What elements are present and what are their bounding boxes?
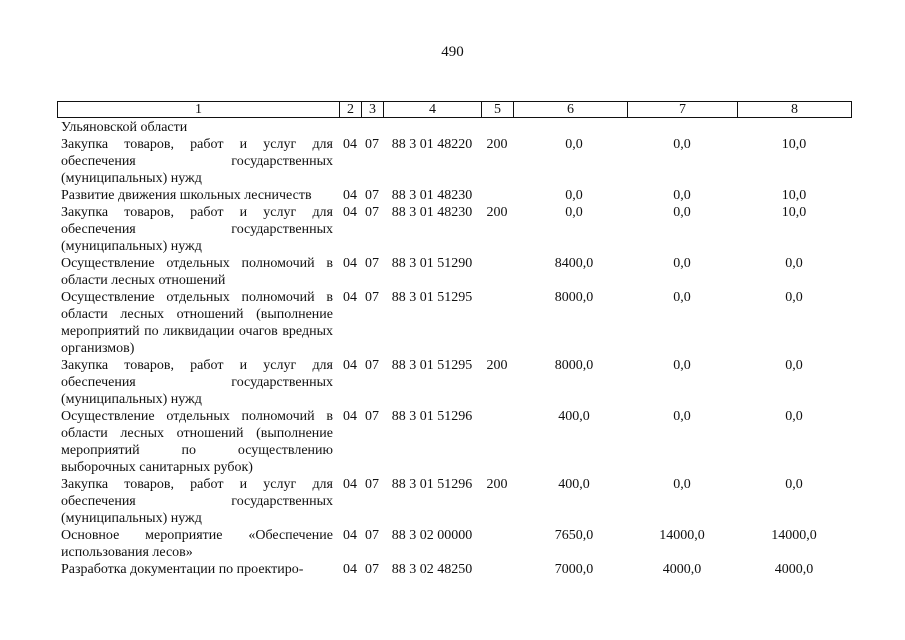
row-value-col8: 0,0 [785, 358, 803, 373]
row-value-col6: 8400,0 [554, 256, 594, 271]
row-target-article: 88 3 02 48250 [391, 562, 473, 577]
row-section: 04 [343, 358, 357, 373]
header-col-3: 3 [362, 102, 384, 118]
row-value-col7: 0,0 [673, 137, 691, 152]
row-target-article: 88 3 01 51296 [391, 477, 473, 492]
row-name: Ульяновской области [61, 120, 188, 135]
table-row [57, 204, 851, 255]
row-name: Закупка товаров, работ и услуг для обеспечения государственных (муниципальных) нужд [61, 205, 333, 254]
row-value-col6: 7000,0 [554, 562, 594, 577]
table-row [57, 408, 851, 476]
row-name: Осуществление отдельных полномочий в области лесных отношений (выполнение мероприятий по осуществлению выборочных санитарных рубок) [61, 409, 333, 475]
row-subsection: 07 [365, 477, 379, 492]
row-value-col8: 0,0 [785, 477, 803, 492]
row-expense-type [481, 255, 513, 289]
row-name: Закупка товаров, работ и услуг для обеспечения государственных (муниципальных) нужд [61, 358, 333, 407]
row-expense-type: 200 [486, 205, 508, 220]
row-target-article: 88 3 01 51296 [391, 409, 473, 424]
row-value-col7: 4000,0 [662, 562, 702, 577]
header-col-8: 8 [738, 102, 852, 118]
row-section: 04 [343, 256, 357, 271]
row-target-article: 88 3 02 00000 [391, 528, 473, 543]
row-target-article: 88 3 01 48230 [391, 188, 473, 203]
table-row [57, 357, 851, 408]
row-expense-type [481, 527, 513, 561]
row-value-col7 [627, 119, 737, 136]
header-col-7: 7 [628, 102, 738, 118]
row-value-col7: 0,0 [673, 290, 691, 305]
column-number-header [57, 101, 852, 118]
row-target-article: 88 3 01 51295 [391, 358, 473, 373]
row-value-col8: 0,0 [785, 409, 803, 424]
row-section: 04 [343, 290, 357, 305]
header-col-4: 4 [384, 102, 482, 118]
row-subsection: 07 [365, 188, 379, 203]
row-name: Закупка товаров, работ и услуг для обеспечения государственных (муниципальных) нужд [61, 477, 333, 526]
row-value-col8: 10,0 [781, 205, 807, 220]
row-value-col7: 0,0 [673, 358, 691, 373]
row-value-col8: 4000,0 [774, 562, 814, 577]
row-value-col7: 14000,0 [659, 528, 705, 543]
row-section: 04 [343, 562, 357, 577]
row-subsection: 07 [365, 137, 379, 152]
row-section [339, 119, 361, 136]
row-subsection: 07 [365, 409, 379, 424]
budget-table [57, 119, 851, 578]
row-value-col8: 14000,0 [771, 528, 817, 543]
row-subsection: 07 [365, 290, 379, 305]
row-name: Закупка товаров, работ и услуг для обеспечения государственных (муниципальных) нужд [61, 137, 333, 186]
page-number: 490 [441, 44, 464, 60]
row-value-col6: 400,0 [558, 409, 590, 424]
row-subsection: 07 [365, 528, 379, 543]
table-row [57, 289, 851, 357]
table-row [57, 255, 851, 289]
row-section: 04 [343, 188, 357, 203]
row-expense-type [481, 289, 513, 357]
row-value-col7: 0,0 [673, 256, 691, 271]
row-expense-type [481, 119, 513, 136]
row-section: 04 [343, 409, 357, 424]
row-expense-type: 200 [486, 358, 508, 373]
row-subsection: 07 [365, 562, 379, 577]
row-name: Осуществление отдельных полномочий в области лесных отношений (выполнение мероприятий по ликвидации очагов вредных организмов) [61, 290, 333, 356]
table-row [57, 561, 851, 578]
row-section: 04 [343, 477, 357, 492]
table-row [57, 136, 851, 187]
row-subsection: 07 [365, 358, 379, 373]
row-section: 04 [343, 528, 357, 543]
row-value-col6 [513, 119, 627, 136]
row-target-article: 88 3 01 51290 [391, 256, 473, 271]
row-subsection: 07 [365, 205, 379, 220]
row-subsection: 07 [365, 256, 379, 271]
row-expense-type [481, 408, 513, 476]
row-target-article [383, 119, 481, 136]
row-value-col7: 0,0 [673, 477, 691, 492]
row-value-col6: 400,0 [558, 477, 590, 492]
row-value-col6: 0,0 [565, 188, 583, 203]
table-row [57, 476, 851, 527]
header-col-1: 1 [58, 102, 340, 118]
row-value-col8: 10,0 [781, 188, 807, 203]
row-value-col7: 0,0 [673, 205, 691, 220]
header-col-6: 6 [514, 102, 628, 118]
row-name: Развитие движения школьных лесничеств [61, 188, 312, 203]
row-value-col6: 0,0 [565, 205, 583, 220]
row-subsection [361, 119, 383, 136]
row-section: 04 [343, 205, 357, 220]
header-col-2: 2 [340, 102, 362, 118]
row-expense-type: 200 [486, 137, 508, 152]
header-col-5: 5 [482, 102, 514, 118]
row-name: Осуществление отдельных полномочий в области лесных отношений [61, 256, 333, 288]
row-expense-type [481, 561, 513, 578]
row-value-col7: 0,0 [673, 188, 691, 203]
row-expense-type: 200 [486, 477, 508, 492]
row-value-col8: 10,0 [781, 137, 807, 152]
row-value-col6: 0,0 [565, 137, 583, 152]
row-value-col6: 8000,0 [554, 358, 594, 373]
row-value-col6: 7650,0 [554, 528, 594, 543]
row-value-col8: 0,0 [785, 290, 803, 305]
row-target-article: 88 3 01 48230 [391, 205, 473, 220]
row-name: Разработка документации по проектиро- [61, 562, 304, 577]
row-target-article: 88 3 01 48220 [391, 137, 473, 152]
row-expense-type [481, 187, 513, 204]
table-row [57, 527, 851, 561]
row-target-article: 88 3 01 51295 [391, 290, 473, 305]
row-value-col7: 0,0 [673, 409, 691, 424]
row-value-col6: 8000,0 [554, 290, 594, 305]
table-row [57, 119, 851, 136]
table-row [57, 187, 851, 204]
row-name: Основное мероприятие «Обеспечение использования лесов» [61, 528, 333, 560]
row-value-col8 [737, 119, 851, 136]
row-value-col8: 0,0 [785, 256, 803, 271]
row-section: 04 [343, 137, 357, 152]
